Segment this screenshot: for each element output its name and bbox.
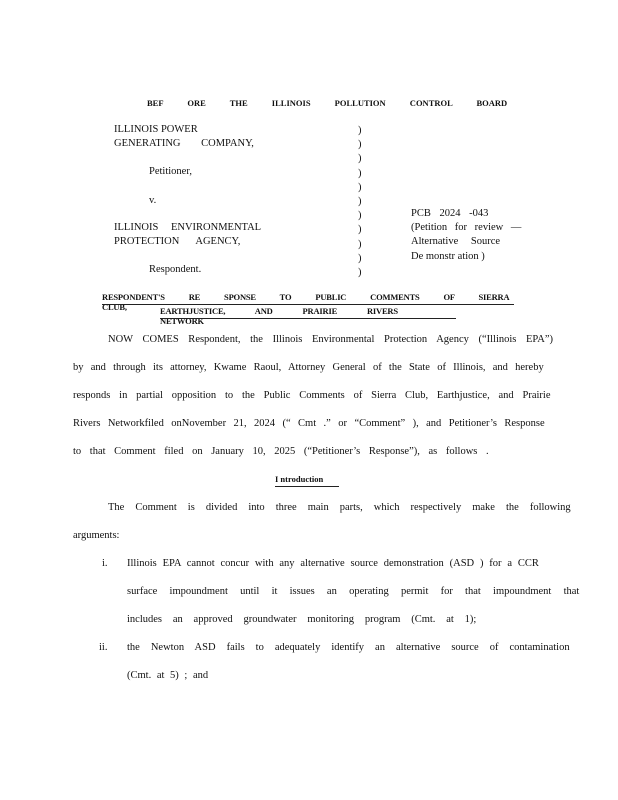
argument-line: the Newton ASD fails to adequately identify an alternative source of contamination: [127, 642, 570, 653]
respondent-label: Respondent.: [149, 264, 202, 275]
case-description-line-2: Alternative Source: [411, 236, 501, 248]
intro-paragraph-line: arguments:: [73, 530, 120, 541]
respondent-name-line-2: PROTECTION AGENCY,: [114, 236, 241, 247]
petitioner-name-line-1: ILLINOIS POWER: [114, 124, 198, 135]
opening-paragraph-line: by and through its attorney, Kwame Raoul, Attorney General of the State of Illinois, and hereby: [73, 362, 544, 373]
opening-paragraph-line: Rivers Networkfiled onNovember 21, 2024 (“ Cmt .” or “Comment” ), and Petitioner’s Response: [73, 418, 545, 429]
caption-paren: ): [358, 153, 362, 165]
opening-paragraph-line: responds in partial opposition to the Public Comments of Sierra Club, Earthjustice, and Prairie: [73, 390, 551, 401]
caption-paren: ): [358, 125, 362, 136]
versus-label: v.: [149, 195, 157, 206]
argument-numeral: ii.: [99, 642, 108, 653]
section-heading-underline: [275, 486, 339, 487]
caption-paren: ): [358, 196, 362, 208]
caption-paren: ): [358, 238, 362, 250]
response-heading-line-1: RESPONDENT'S RE SPONSE TO PUBLIC COMMENTS OF SIERRA CLUB,: [102, 292, 509, 312]
heading-underline-1: [102, 304, 514, 305]
caption-paren: ): [358, 181, 362, 193]
respondent-name-line-1: ILLINOIS ENVIRONMENTAL: [114, 222, 262, 233]
heading-underline-2: [160, 318, 456, 319]
opening-paragraph-line: NOW COMES Respondent, the Illinois Environmental Protection Agency (“Illinois EPA”): [108, 334, 554, 345]
caption-paren: ): [358, 224, 362, 236]
argument-line: surface impoundment until it issues an operating permit for that impoundment that: [127, 586, 580, 597]
caption-paren: ): [358, 210, 362, 222]
argument-line: includes an approved groundwater monitoring program (Cmt. at 1);: [127, 614, 477, 625]
caption-paren: ): [358, 139, 362, 151]
case-number-block: [411, 207, 521, 264]
petitioner-label: Petitioner,: [149, 166, 193, 177]
case-description-line-3: De monstr ation ): [411, 250, 485, 262]
argument-numeral: i.: [102, 558, 108, 569]
response-heading-line-2: EARTHJUSTICE, AND PRAIRIE RIVERS NETWORK: [160, 306, 398, 326]
caption-paren-column: [358, 124, 368, 280]
section-heading-introduction: I ntroduction: [275, 474, 324, 484]
intro-paragraph-line: The Comment is divided into three main parts, which respectively make the following: [108, 502, 571, 513]
caption-paren: ): [358, 267, 362, 279]
caption-paren: ): [358, 252, 362, 264]
caption-paren: ): [358, 167, 362, 179]
case-description-line-1: (Petition for review —: [411, 222, 522, 234]
board-title: BEF ORE THE ILLINOIS POLLUTION CONTROL BOARD: [147, 98, 508, 108]
argument-line: Illinois EPA cannot concur with any alternative source demonstration (ASD ) for a CCR: [127, 558, 539, 569]
argument-line: (Cmt. at 5) ; and: [127, 670, 209, 681]
opening-paragraph-line: to that Comment filed on January 10, 2025 (“Petitioner’s Response”), as follows .: [73, 446, 489, 457]
case-number: PCB 2024 -043: [411, 208, 489, 219]
petitioner-name-line-2: GENERATING COMPANY,: [114, 138, 254, 149]
